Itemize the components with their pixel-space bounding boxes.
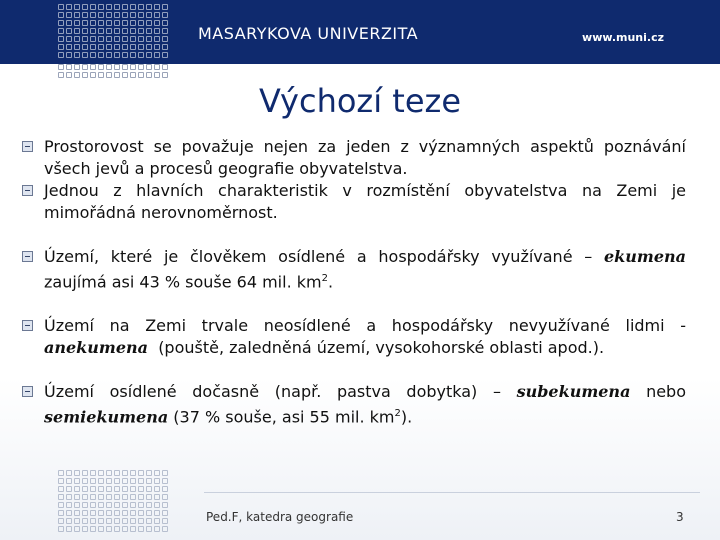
page-number: 3: [676, 510, 684, 524]
decorative-square: [162, 64, 168, 70]
decorative-square: [82, 52, 88, 58]
decorative-square: [58, 494, 64, 500]
decorative-square: [58, 20, 64, 26]
decorative-square: [154, 470, 160, 476]
header-bar: [0, 0, 720, 64]
decorative-square: [66, 510, 72, 516]
decorative-square: [106, 12, 112, 18]
decorative-square: [146, 64, 152, 70]
decorative-square: [138, 72, 144, 78]
decorative-square: [162, 4, 168, 10]
decorative-square: [106, 4, 112, 10]
decorative-square: [130, 470, 136, 476]
decorative-square: [162, 518, 168, 524]
decorative-square: [138, 4, 144, 10]
decorative-square: [98, 12, 104, 18]
decorative-square: [162, 494, 168, 500]
decorative-square: [98, 52, 104, 58]
decorative-square: [58, 470, 64, 476]
decorative-square: [98, 486, 104, 492]
decorative-square: [122, 20, 128, 26]
decorative-square: [154, 20, 160, 26]
decorative-square: [162, 510, 168, 516]
decorative-square: [74, 28, 80, 34]
decorative-square: [98, 526, 104, 532]
decorative-square: [146, 72, 152, 78]
decorative-square: [82, 494, 88, 500]
decorative-square: [58, 52, 64, 58]
decorative-square: [162, 470, 168, 476]
decorative-square: [82, 4, 88, 10]
decorative-square: [98, 72, 104, 78]
decorative-square: [146, 44, 152, 50]
bullet-icon: [22, 185, 33, 196]
decorative-square: [130, 486, 136, 492]
decorative-square: [82, 478, 88, 484]
decorative-square: [74, 478, 80, 484]
decorative-square: [66, 12, 72, 18]
decorative-square: [90, 486, 96, 492]
decorative-square: [122, 72, 128, 78]
decorative-square: [130, 502, 136, 508]
bullet-text: zaujímá asi 43 % souše 64 mil. km: [44, 272, 322, 292]
decorative-square: [90, 478, 96, 484]
bullet-text: nebo: [630, 382, 687, 402]
decorative-square: [98, 28, 104, 34]
decorative-square: [58, 64, 64, 70]
decorative-square: [138, 510, 144, 516]
decorative-square: [90, 64, 96, 70]
decorative-square: [162, 526, 168, 532]
decorative-square: [114, 4, 120, 10]
decorative-square: [74, 52, 80, 58]
decorative-square: [90, 28, 96, 34]
decorative-square: [90, 4, 96, 10]
bullet-text: Území na Zemi trvale neosídlené a hospodářsky nevyužívané lidmi -: [44, 316, 686, 336]
decorative-square: [130, 4, 136, 10]
decorative-square: [162, 486, 168, 492]
decorative-square: [154, 52, 160, 58]
term-ekumena: ekumena: [603, 247, 686, 266]
decorative-square: [74, 510, 80, 516]
decorative-square: [82, 72, 88, 78]
decorative-square: [74, 526, 80, 532]
decorative-square: [90, 510, 96, 516]
decorative-square: [114, 72, 120, 78]
decorative-square: [162, 12, 168, 18]
decorative-square: [66, 486, 72, 492]
decorative-square: [122, 518, 128, 524]
term-semiekumena: semiekumena: [44, 407, 169, 427]
decorative-square: [106, 494, 112, 500]
decorative-square: [114, 494, 120, 500]
decorative-square: [74, 518, 80, 524]
decorative-square: [114, 470, 120, 476]
decorative-dot-grid-footer: [58, 470, 169, 533]
decorative-square: [66, 28, 72, 34]
decorative-dot-grid: [58, 64, 169, 79]
decorative-square: [122, 64, 128, 70]
decorative-square: [98, 44, 104, 50]
decorative-square: [130, 526, 136, 532]
decorative-square: [82, 510, 88, 516]
decorative-square: [138, 64, 144, 70]
decorative-square: [138, 494, 144, 500]
decorative-square: [98, 510, 104, 516]
decorative-square: [106, 518, 112, 524]
decorative-square: [138, 518, 144, 524]
decorative-square: [106, 64, 112, 70]
decorative-square: [122, 510, 128, 516]
decorative-square: [90, 72, 96, 78]
decorative-square: [82, 502, 88, 508]
superscript: 2: [394, 408, 401, 420]
decorative-square: [106, 470, 112, 476]
decorative-square: [98, 478, 104, 484]
decorative-square: [138, 52, 144, 58]
decorative-square: [98, 36, 104, 42]
decorative-square: [90, 502, 96, 508]
decorative-square: [66, 4, 72, 10]
decorative-square: [98, 470, 104, 476]
decorative-square: [58, 478, 64, 484]
decorative-square: [114, 502, 120, 508]
decorative-square: [138, 36, 144, 42]
decorative-square: [82, 470, 88, 476]
decorative-square: [114, 478, 120, 484]
decorative-square: [130, 52, 136, 58]
decorative-square: [122, 494, 128, 500]
decorative-square: [106, 526, 112, 532]
decorative-square: [82, 28, 88, 34]
decorative-square: [130, 20, 136, 26]
bullet-text: Jednou z hlavních charakteristik v rozmístění obyvatelstva na Zemi je mimořádná nerovnoměrnost.: [44, 181, 686, 222]
decorative-square: [114, 12, 120, 18]
decorative-square: [58, 4, 64, 10]
decorative-square: [154, 478, 160, 484]
decorative-square: [130, 478, 136, 484]
decorative-square: [90, 470, 96, 476]
decorative-square: [82, 12, 88, 18]
decorative-square: [58, 36, 64, 42]
decorative-square: [114, 28, 120, 34]
decorative-square: [146, 12, 152, 18]
decorative-square: [122, 486, 128, 492]
decorative-square: [98, 64, 104, 70]
decorative-square: [106, 36, 112, 42]
decorative-square: [138, 20, 144, 26]
decorative-square: [138, 526, 144, 532]
bullet-icon: [22, 251, 33, 262]
decorative-square: [122, 52, 128, 58]
decorative-square: [130, 518, 136, 524]
decorative-square: [58, 510, 64, 516]
decorative-square: [146, 486, 152, 492]
decorative-square: [90, 20, 96, 26]
slide-title: Výchozí teze: [259, 82, 461, 120]
decorative-square: [154, 64, 160, 70]
decorative-square: [154, 28, 160, 34]
decorative-square: [130, 44, 136, 50]
decorative-square: [74, 36, 80, 42]
decorative-square: [82, 44, 88, 50]
bullet-item: [22, 246, 686, 293]
university-url: www.muni.cz: [582, 31, 664, 44]
decorative-square: [98, 20, 104, 26]
decorative-square: [106, 44, 112, 50]
decorative-square: [162, 20, 168, 26]
decorative-square: [146, 36, 152, 42]
decorative-square: [58, 502, 64, 508]
decorative-square: [138, 28, 144, 34]
decorative-square: [90, 36, 96, 42]
decorative-square: [114, 44, 120, 50]
decorative-square: [74, 470, 80, 476]
decorative-square: [154, 518, 160, 524]
decorative-square: [122, 36, 128, 42]
decorative-square: [114, 36, 120, 42]
bullet-icon: [22, 141, 33, 152]
decorative-square: [138, 478, 144, 484]
decorative-square: [146, 518, 152, 524]
decorative-square: [66, 20, 72, 26]
decorative-square: [98, 502, 104, 508]
decorative-square: [146, 28, 152, 34]
decorative-square: [106, 20, 112, 26]
decorative-square: [74, 502, 80, 508]
decorative-square: [82, 518, 88, 524]
bullet-icon: [22, 386, 33, 397]
decorative-square: [90, 494, 96, 500]
decorative-square: [106, 28, 112, 34]
decorative-square: [162, 72, 168, 78]
decorative-square: [162, 502, 168, 508]
bullet-text: ).: [400, 407, 413, 427]
decorative-square: [146, 4, 152, 10]
decorative-square: [106, 52, 112, 58]
decorative-square: [66, 526, 72, 532]
decorative-square: [58, 526, 64, 532]
decorative-square: [74, 44, 80, 50]
decorative-square: [98, 4, 104, 10]
decorative-square: [114, 526, 120, 532]
decorative-square: [162, 28, 168, 34]
decorative-square: [58, 518, 64, 524]
decorative-square: [106, 486, 112, 492]
decorative-square: [122, 470, 128, 476]
university-name: MASARYKOVA UNIVERZITA: [198, 24, 419, 43]
decorative-square: [130, 510, 136, 516]
decorative-square: [114, 486, 120, 492]
decorative-square: [122, 28, 128, 34]
decorative-square: [154, 502, 160, 508]
decorative-square: [98, 494, 104, 500]
decorative-square: [114, 52, 120, 58]
decorative-square: [154, 526, 160, 532]
decorative-square: [74, 486, 80, 492]
decorative-square: [66, 478, 72, 484]
decorative-square: [66, 44, 72, 50]
bullet-item: [22, 315, 686, 359]
decorative-square: [90, 518, 96, 524]
footer-text: Ped.F, katedra geografie: [206, 510, 354, 524]
decorative-square: [90, 52, 96, 58]
decorative-square: [122, 502, 128, 508]
decorative-square: [66, 494, 72, 500]
decorative-square: [130, 494, 136, 500]
decorative-square: [162, 44, 168, 50]
decorative-square: [146, 526, 152, 532]
decorative-square: [82, 20, 88, 26]
decorative-square: [154, 510, 160, 516]
bullet-text: (37 % souše, asi 55 mil. km: [168, 407, 395, 427]
decorative-square: [82, 526, 88, 532]
bullet-text: Prostorovost se považuje nejen za jeden z významných aspektů poznávání všech jevů a procesů geografie obyvatelstva.: [44, 137, 686, 178]
decorative-square: [66, 470, 72, 476]
decorative-square: [146, 470, 152, 476]
decorative-square: [74, 12, 80, 18]
decorative-square: [146, 494, 152, 500]
decorative-square: [162, 52, 168, 58]
bullet-item: [22, 381, 686, 428]
decorative-square: [74, 4, 80, 10]
decorative-square: [90, 526, 96, 532]
decorative-square: [106, 72, 112, 78]
decorative-square: [66, 502, 72, 508]
decorative-square: [90, 12, 96, 18]
decorative-square: [114, 64, 120, 70]
decorative-square: [58, 28, 64, 34]
decorative-square: [90, 44, 96, 50]
bullet-item: [22, 136, 686, 180]
decorative-square: [162, 478, 168, 484]
bullet-icon: [22, 320, 33, 331]
decorative-square: [58, 72, 64, 78]
decorative-square: [114, 518, 120, 524]
bullet-text: Území, které je člověkem osídlené a hospodářsky využívané –: [44, 247, 604, 266]
decorative-square: [106, 478, 112, 484]
decorative-square: [138, 502, 144, 508]
decorative-square: [122, 12, 128, 18]
decorative-square: [130, 36, 136, 42]
decorative-square: [98, 518, 104, 524]
decorative-square: [146, 502, 152, 508]
decorative-square: [154, 36, 160, 42]
decorative-square: [82, 36, 88, 42]
decorative-square: [130, 72, 136, 78]
decorative-square: [66, 52, 72, 58]
decorative-square: [146, 52, 152, 58]
decorative-square: [66, 518, 72, 524]
decorative-square: [106, 510, 112, 516]
decorative-square: [122, 44, 128, 50]
decorative-square: [162, 36, 168, 42]
decorative-square: [154, 12, 160, 18]
term-anekumena: anekumena: [44, 338, 149, 358]
decorative-square: [114, 510, 120, 516]
decorative-square: [146, 20, 152, 26]
logo-dot-grid: [58, 4, 169, 59]
decorative-square: [138, 12, 144, 18]
bullet-text: Území osídlené dočasně (např. pastva dobytka) –: [44, 382, 517, 402]
decorative-square: [74, 64, 80, 70]
decorative-square: [138, 44, 144, 50]
decorative-square: [122, 4, 128, 10]
decorative-square: [138, 486, 144, 492]
decorative-square: [114, 20, 120, 26]
term-subekumena: subekumena: [516, 382, 631, 402]
decorative-square: [66, 36, 72, 42]
bullet-item: [22, 180, 686, 224]
decorative-square: [82, 486, 88, 492]
decorative-square: [66, 72, 72, 78]
decorative-square: [130, 64, 136, 70]
decorative-square: [106, 502, 112, 508]
bullet-text: .: [327, 272, 334, 292]
decorative-square: [154, 72, 160, 78]
superscript: 2: [321, 273, 328, 284]
decorative-square: [154, 44, 160, 50]
decorative-square: [58, 486, 64, 492]
decorative-square: [74, 72, 80, 78]
decorative-square: [74, 494, 80, 500]
decorative-square: [58, 44, 64, 50]
decorative-square: [154, 494, 160, 500]
decorative-square: [82, 64, 88, 70]
decorative-square: [122, 526, 128, 532]
decorative-square: [74, 20, 80, 26]
bullet-text: (pouště, zaledněná území, vysokohorské oblasti apod.).: [148, 338, 605, 358]
footer-divider: [204, 492, 700, 493]
decorative-square: [154, 486, 160, 492]
decorative-square: [146, 478, 152, 484]
decorative-square: [58, 12, 64, 18]
decorative-square: [122, 478, 128, 484]
decorative-square: [154, 4, 160, 10]
decorative-square: [146, 510, 152, 516]
decorative-square: [130, 12, 136, 18]
decorative-square: [130, 28, 136, 34]
decorative-square: [138, 470, 144, 476]
slide-content: [22, 136, 686, 429]
decorative-square: [66, 64, 72, 70]
